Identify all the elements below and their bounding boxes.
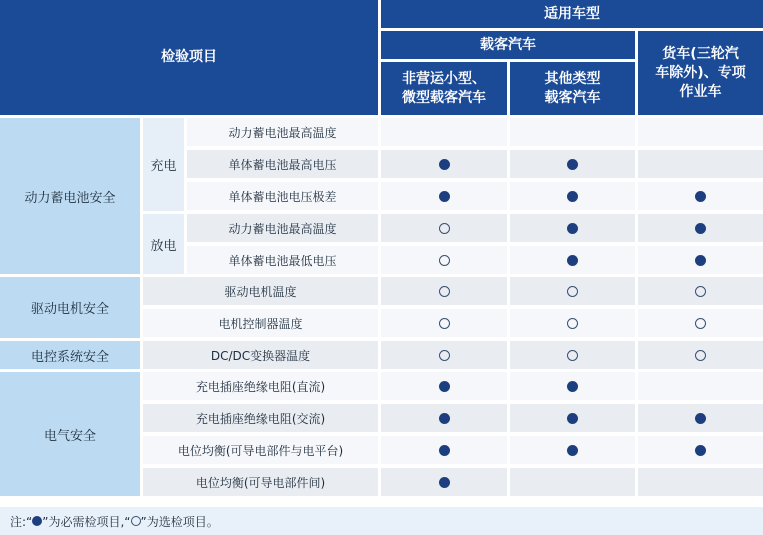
row-item-label: 驱动电机温度 [224,284,297,299]
category-motor-safety [0,277,140,338]
required-dot-icon [695,255,706,266]
note-prefix: 注:“ [10,514,33,529]
table-row-mark-cell [381,118,507,146]
table-row-mark-cell [381,277,507,305]
table-row-mark-cell [638,436,763,464]
header-col-other-passenger [510,62,635,115]
table-row-mark-cell [510,118,635,146]
table-row-mark-cell [510,372,635,400]
row-item-label: 动力蓄电池最高温度 [228,221,337,236]
optional-circle-icon [439,223,450,234]
table-row-mark-cell [510,404,635,432]
subcategory-discharging [143,214,184,274]
subcategory-label: 放电 [150,238,177,254]
table-row-mark-cell [381,341,507,369]
table-row-item [187,182,378,210]
required-dot-icon [439,413,450,424]
table-row-item [143,468,378,496]
table-row-mark-cell [638,372,763,400]
row-item-label: 电位均衡(可导电部件与电平台) [177,443,344,458]
table-row-mark-cell [638,309,763,337]
header-applicable-label: 适用车型 [544,5,600,22]
required-dot-icon [695,223,706,234]
optional-circle-icon [439,286,450,297]
table-row-item [187,150,378,178]
header-passenger-vehicles [381,31,635,59]
table-row-mark-cell [381,372,507,400]
header-item-label: 检验项目 [161,49,217,65]
table-row-mark-cell [638,468,763,496]
table-row-item [143,404,378,432]
category-electrical-safety [0,372,140,496]
table-row-mark-cell [381,468,507,496]
table-row-item [143,277,378,305]
row-item-label: 电位均衡(可导电部件间) [195,475,326,490]
optional-circle-icon [695,350,706,361]
optional-circle-icon [439,255,450,266]
table-row-mark-cell [381,309,507,337]
table-row-item [187,246,378,274]
table-row-mark-cell [381,246,507,274]
header-item-column [0,0,378,115]
table-row-item [143,436,378,464]
required-dot-icon [439,159,450,170]
table-row-mark-cell [510,309,635,337]
table-row-item [143,372,378,400]
subcategory-label: 充电 [150,159,177,174]
required-dot-icon [439,381,450,392]
required-dot-icon [567,223,578,234]
optional-circle-icon [439,350,450,361]
required-dot-icon [695,445,706,456]
header-applicable-models [381,0,763,28]
required-dot-icon [567,445,578,456]
note-middle: ”为必需检项目,“ [42,514,131,529]
header-col2-label: 其他类型 载客汽车 [544,70,601,106]
optional-circle-icon [131,516,141,526]
table-row-mark-cell [381,150,507,178]
optional-circle-icon [567,318,578,329]
header-col-trucks [638,31,763,115]
table-row-mark-cell [510,246,635,274]
row-item-label: 单体蓄电池最低电压 [228,253,337,268]
optional-circle-icon [695,318,706,329]
row-item-label: 单体蓄电池电压极差 [228,189,337,204]
header-col1-label: 非营运小型、 微型载客汽车 [402,70,486,106]
table-row-mark-cell [638,246,763,274]
table-row-mark-cell [510,150,635,178]
row-item-label: 充电插座绝缘电阻(交流) [195,411,326,426]
optional-circle-icon [695,286,706,297]
table-row-mark-cell [638,341,763,369]
required-dot-icon [439,445,450,456]
category-label: 动力蓄电池安全 [24,190,116,206]
optional-circle-icon [567,286,578,297]
table-row-mark-cell [510,182,635,210]
table-row-item [143,309,378,337]
required-dot-icon [695,191,706,202]
header-col3-label: 货车(三轮汽 车除外)、专项 作业车 [655,45,746,100]
table-row-mark-cell [638,277,763,305]
row-item-label: 动力蓄电池最高温度 [228,125,337,140]
category-battery-safety [0,118,140,274]
required-dot-icon [439,477,450,488]
note-suffix: ”为选检项目。 [140,514,219,529]
table-row-mark-cell [510,468,635,496]
row-item-label: 充电插座绝缘电阻(直流) [195,379,326,394]
required-dot-icon [439,191,450,202]
category-label: 电控系统安全 [30,349,109,365]
table-row-mark-cell [510,341,635,369]
category-label: 电气安全 [43,428,96,444]
table-row-mark-cell [510,436,635,464]
table-row-mark-cell [381,214,507,242]
table-row-mark-cell [638,182,763,210]
table-row-mark-cell [510,277,635,305]
table-row-mark-cell [381,404,507,432]
row-item-label: 电机控制器温度 [218,316,303,331]
table-row-mark-cell [638,150,763,178]
required-dot-icon [567,191,578,202]
table-row-item [187,214,378,242]
required-dot-icon [695,413,706,424]
required-dot-icon [567,255,578,266]
table-row-mark-cell [638,404,763,432]
subcategory-charging [143,118,184,211]
required-dot-icon [567,413,578,424]
optional-circle-icon [439,318,450,329]
table-row-mark-cell [638,118,763,146]
row-item-label: 单体蓄电池最高电压 [228,157,337,172]
table-note [0,507,763,535]
table-row-mark-cell [381,436,507,464]
table-row-mark-cell [638,214,763,242]
table-row-mark-cell [381,182,507,210]
optional-circle-icon [567,350,578,361]
table-row-item [143,341,378,369]
header-col-nonoperating [381,62,507,115]
required-dot-icon [32,516,42,526]
table-row-mark-cell [510,214,635,242]
table-row-item [187,118,378,146]
category-label: 驱动电机安全 [30,302,109,317]
category-control-safety [0,341,140,369]
row-item-label: DC/DC变换器温度 [210,348,311,363]
required-dot-icon [567,381,578,392]
header-passenger-label: 载客汽车 [480,36,536,53]
required-dot-icon [567,159,578,170]
